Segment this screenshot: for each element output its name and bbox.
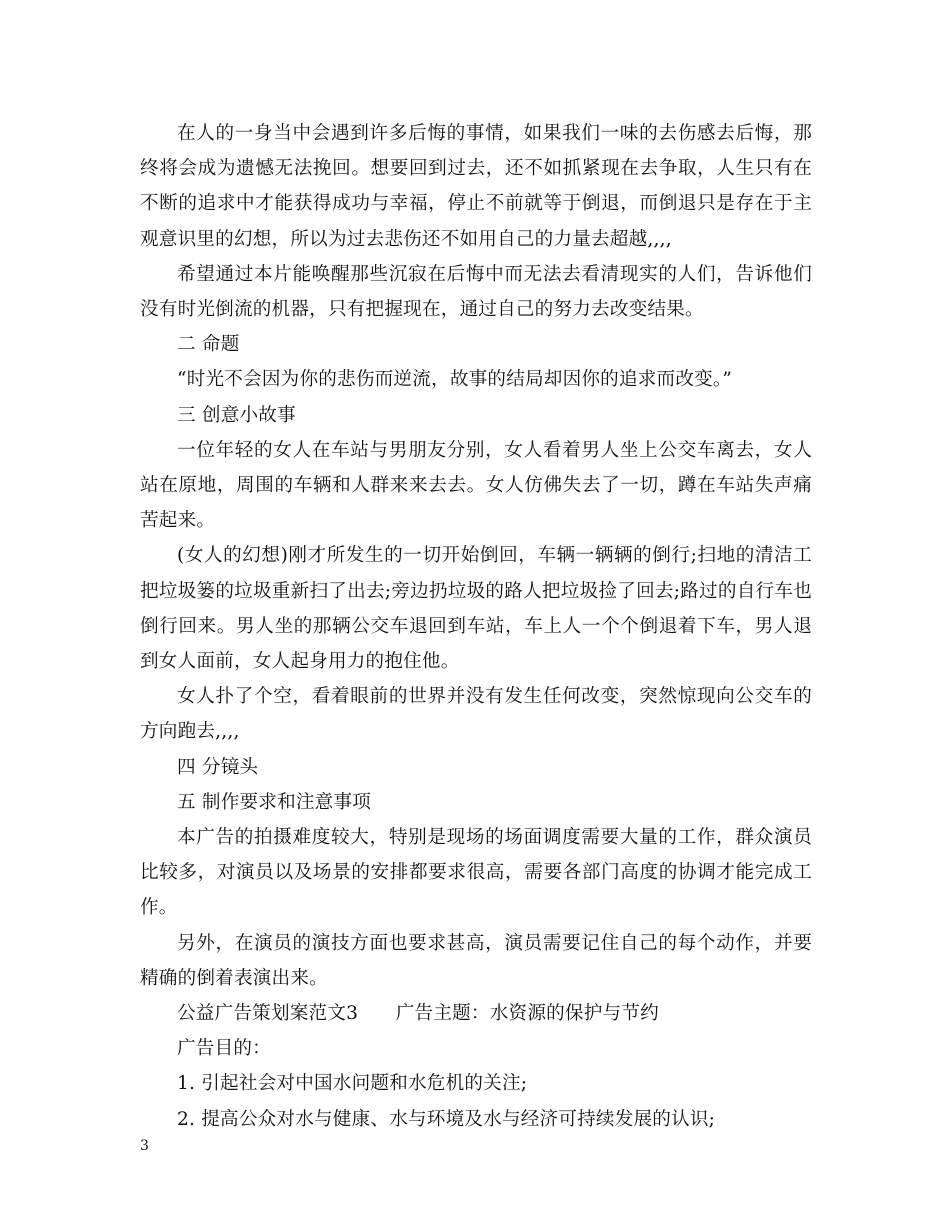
- section-heading-creative-story: 三 创意小故事: [177, 404, 296, 426]
- list-item-purpose-2: 2. 提高公众对水与健康、水与环境及水与经济可持续发展的认识;: [177, 1108, 716, 1130]
- paragraph-requirements-2: 另外，在演员的演技方面也要求甚高，演员需要记住自己的每个动作，并要精确的倒着表演出来。: [140, 932, 812, 989]
- page-number: 3: [140, 1138, 149, 1154]
- paragraph-slogan: “时光不会因为你的悲伤而逆流，故事的结局却因你的追求而改变。”: [177, 369, 733, 391]
- paragraph-requirements-1: 本广告的拍摄难度较大，特别是现场的场面调度需要大量的工作，群众演员比较多，对演员以及场景的安排都要求很高，需要各部门高度的协调才能完成工作。: [140, 827, 812, 919]
- paragraph-ad-purpose-label: 广告目的：: [177, 1038, 271, 1060]
- section-heading-production-requirements: 五 制作要求和注意事项: [177, 791, 372, 813]
- section-heading-proposition: 二 命题: [177, 334, 240, 356]
- paragraph-story-part3: 女人扑了个空，看着眼前的世界并没有发生任何改变，突然惊现向公交车的方向跑去,,,,: [140, 686, 812, 743]
- list-item-purpose-1: 1. 引起社会对中国水问题和水危机的关注;: [177, 1073, 528, 1095]
- paragraph-story-part2: (女人的幻想)刚才所发生的一切开始倒回，车辆一辆辆的倒行;扫地的清洁工把垃圾篓的垃圾重新扫了出去;旁边扔垃圾的路人把垃圾捡了回去;路过的自行车也倒行回来。男人坐的那辆公交车退回到车站，车上人一个个倒退着下车，男人退到女人面前，女人起身用力的抱住他。: [140, 545, 812, 673]
- paragraph-intro: 在人的一身当中会遇到许多后悔的事情，如果我们一味的去伤感去后悔，那终将会成为遗憾无法挽回。想要回到过去，还不如抓紧现在去争取，人生只有在不断的追求中才能获得成功与幸福，停止不前就等于倒退，而倒退只是存在于主观意识里的幻想，所以为过去悲伤还不如用自己的力量去超越,,,,: [140, 123, 812, 250]
- paragraph-hope: 希望通过本片能唤醒那些沉寂在后悔中而无法去看清现实的人们，告诉他们没有时光倒流的机器，只有把握现在，通过自己的努力去改变结果。: [140, 263, 812, 321]
- paragraph-story-part1: 一位年轻的女人在车站与男朋友分别，女人看着男人坐上公交车离去，女人站在原地，周围的车辆和人群来来去去。女人仿佛失去了一切，蹲在车站失声痛苦起来。: [140, 439, 812, 532]
- document-body: [140, 116, 812, 1137]
- section-heading-storyboard: 四 分镜头: [177, 756, 259, 778]
- paragraph-sample-3-title: 公益广告策划案范文3 广告主题：水资源的保护与节约: [177, 1003, 659, 1025]
